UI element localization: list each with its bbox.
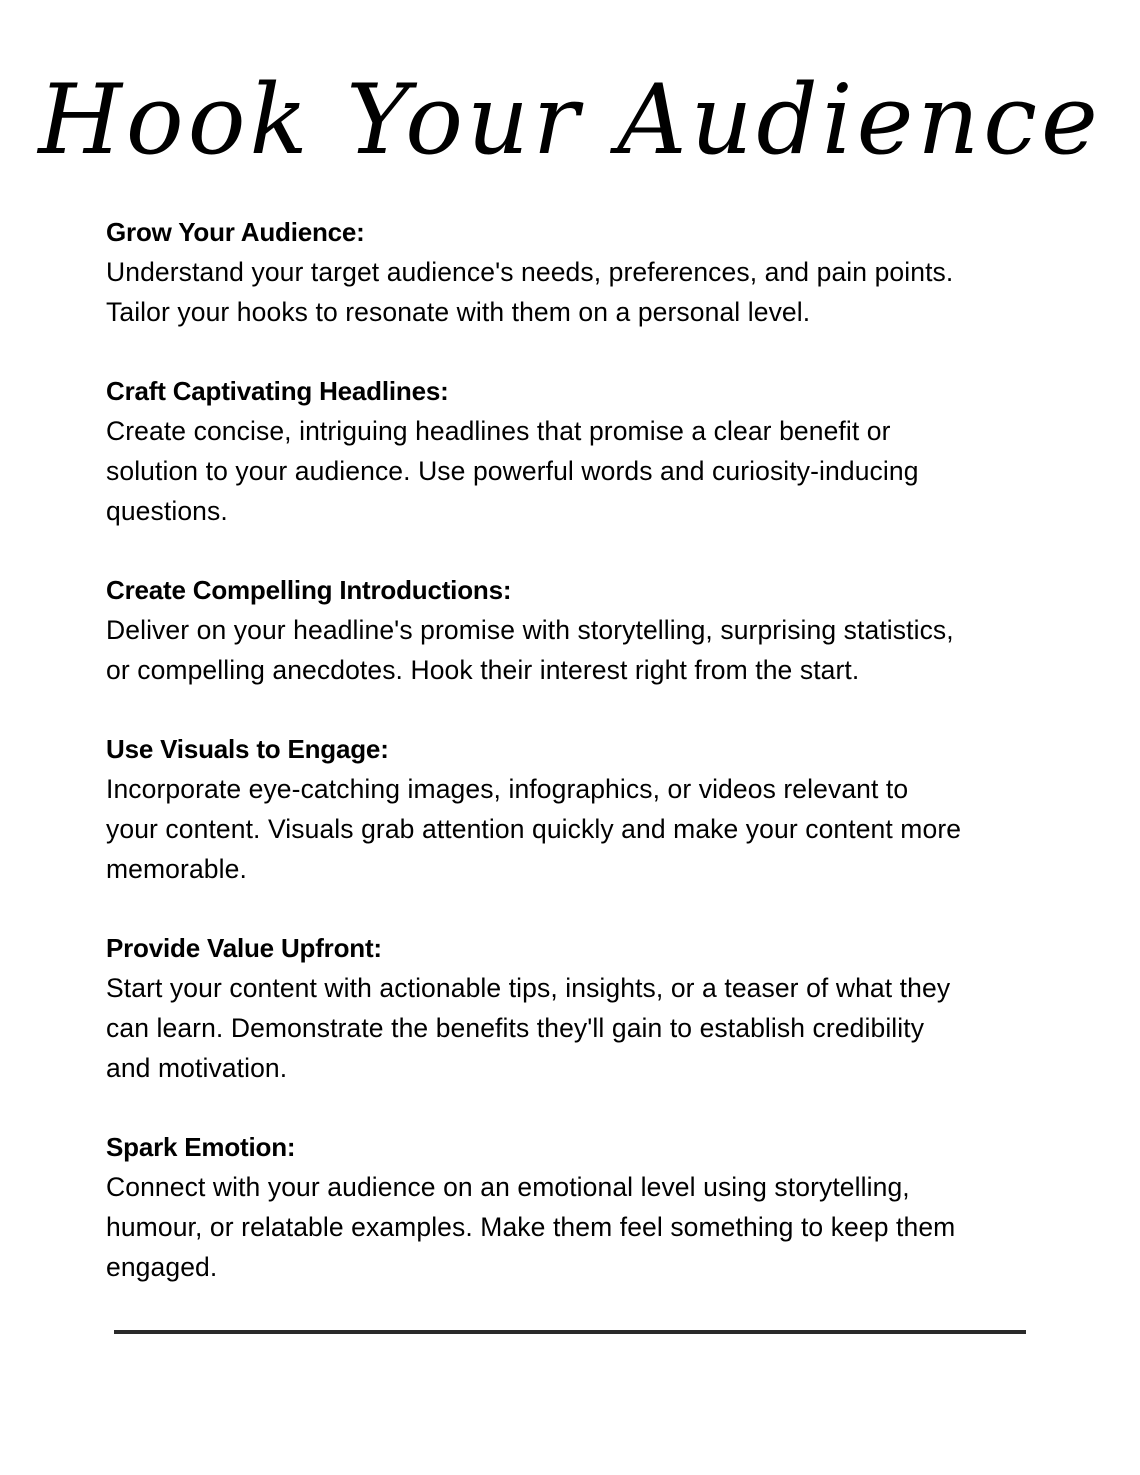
tip-heading: Spark Emotion: — [106, 1132, 296, 1162]
tip-section — [106, 570, 1096, 690]
tip-line: engaged. — [106, 1252, 218, 1282]
tip-line: Deliver on your headline's promise with storytelling, surprising statistics, — [106, 615, 954, 645]
tip-line: solution to your audience. Use powerful words and curiosity-inducing — [106, 456, 919, 486]
tip-text — [106, 252, 1096, 332]
tip-line: Create concise, intriguing headlines that promise a clear benefit or — [106, 416, 891, 446]
tip-text — [106, 1167, 1096, 1287]
tip-line: and motivation. — [106, 1053, 288, 1083]
tip-line: or compelling anecdotes. Hook their interest right from the start. — [106, 655, 860, 685]
tip-section — [106, 371, 1096, 531]
tip-line: Tailor your hooks to resonate with them on a personal level. — [106, 297, 811, 327]
tip-heading: Craft Captivating Headlines: — [106, 376, 449, 406]
tip-line: Start your content with actionable tips, insights, or a teaser of what they — [106, 973, 951, 1003]
tip-text — [106, 610, 1096, 690]
tip-line: memorable. — [106, 854, 247, 884]
tip-line: humour, or relatable examples. Make them feel something to keep them — [106, 1212, 956, 1242]
tip-heading: Use Visuals to Engage: — [106, 734, 389, 764]
tip-section — [106, 928, 1096, 1088]
tip-line: questions. — [106, 496, 228, 526]
tip-text — [106, 411, 1096, 531]
tip-line: Connect with your audience on an emotional level using storytelling, — [106, 1172, 910, 1202]
tip-text — [106, 769, 1096, 889]
tip-heading: Grow Your Audience: — [106, 217, 365, 247]
tip-text — [106, 968, 1096, 1088]
tips-list — [106, 212, 1096, 1326]
tip-section — [106, 1127, 1096, 1287]
tip-line: Understand your target audience's needs, preferences, and pain points. — [106, 257, 954, 287]
tip-heading: Provide Value Upfront: — [106, 933, 382, 963]
tip-line: can learn. Demonstrate the benefits they'll gain to establish credibility — [106, 1013, 925, 1043]
tip-heading: Create Compelling Introductions: — [106, 575, 512, 605]
divider-line — [114, 1330, 1026, 1334]
tip-line: your content. Visuals grab attention quickly and make your content more — [106, 814, 962, 844]
page-title: Hook Your Audience — [38, 64, 1102, 176]
tip-section — [106, 729, 1096, 889]
tip-section — [106, 212, 1096, 332]
tip-line: Incorporate eye-catching images, infographics, or videos relevant to — [106, 774, 909, 804]
